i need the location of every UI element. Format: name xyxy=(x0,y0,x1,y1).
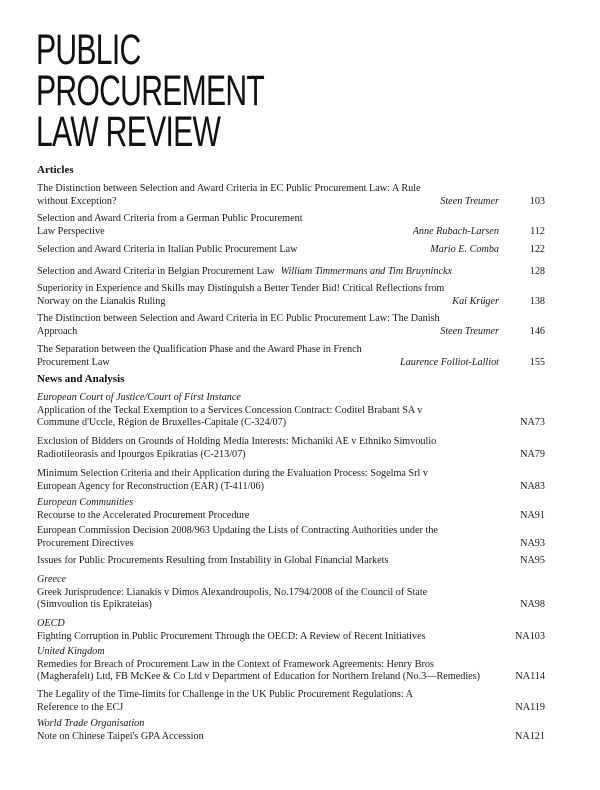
entry-title-line: The Distinction between Selection and Award Criteria in EC Public Procurement Law: The Danish xyxy=(37,313,440,324)
entry-body xyxy=(37,718,499,743)
news-entry xyxy=(37,392,545,430)
entry-body xyxy=(37,313,499,338)
article-entry xyxy=(37,344,545,369)
entry-title-line: Approach xyxy=(37,325,78,337)
entry-page-number: NA103 xyxy=(515,630,545,642)
entry-page-number: NA95 xyxy=(520,555,545,566)
news-entry xyxy=(37,574,545,612)
entry-title-line: The Legality of the Time-limits for Challenge in the UK Public Procurement Regulations: A xyxy=(37,689,414,700)
entry-author: Anne Rubach-Larsen xyxy=(412,225,499,237)
entry-title-line: Issues for Public Procurements Resulting from Instability in Global Financial Markets xyxy=(37,555,389,566)
article-entry xyxy=(37,244,545,257)
entry-author: Steen Treumer xyxy=(440,325,499,337)
article-entry xyxy=(37,283,545,308)
entry-page-number: NA79 xyxy=(520,448,545,460)
entry-author: Laurence Folliot-Lalliot xyxy=(400,356,499,368)
news-entry xyxy=(37,436,545,461)
entry-page-number: NA83 xyxy=(520,480,545,492)
entry-title-line: Remedies for Breach of Procurement Law in the Context of Framework Agreements: Henry Bros xyxy=(37,658,434,670)
articles-heading: Articles xyxy=(37,164,74,176)
entry-page-number: NA98 xyxy=(520,599,545,610)
entry-body xyxy=(37,574,499,612)
entry-page-number: 155 xyxy=(529,356,545,368)
news-entry xyxy=(37,689,545,714)
entry-page-number: NA119 xyxy=(515,701,545,713)
entry-body xyxy=(37,436,499,461)
section-label: Greece xyxy=(37,574,67,585)
news-entry xyxy=(37,718,545,743)
entry-title-line: Recourse to the Accelerated Procurement Procedure xyxy=(37,509,250,521)
entry-body xyxy=(37,266,499,279)
entry-page-number: NA91 xyxy=(520,509,545,521)
entry-page-number: NA93 xyxy=(520,537,545,549)
entry-page-number: NA73 xyxy=(520,417,545,428)
entry-title-line: Reference to the ECJ xyxy=(37,701,124,713)
entry-body xyxy=(37,244,499,257)
entry-title-line: Selection and Award Criteria in Belgian Procurement Law xyxy=(37,266,275,277)
entry-page-number: 128 xyxy=(529,266,545,277)
entry-title-row xyxy=(37,266,499,279)
news-entry xyxy=(37,618,545,643)
entry-author: Mario E. Comba xyxy=(430,244,499,255)
entry-body xyxy=(37,497,499,522)
entry-title-line: Procurement Directives xyxy=(37,537,134,549)
article-entry xyxy=(37,313,545,338)
entry-page-number: NA121 xyxy=(515,730,545,742)
section-label: United Kingdom xyxy=(37,646,105,657)
entry-title-line: Selection and Award Criteria in Italian Public Procurement Law xyxy=(37,244,298,255)
entry-body xyxy=(37,468,499,493)
entry-body xyxy=(37,213,499,238)
entry-page-number: 146 xyxy=(529,325,545,337)
entry-body xyxy=(37,344,499,369)
entry-title-line: Superiority in Experience and Skills may Distinguish a Better Tender Bid! Critical Reflections from xyxy=(37,283,445,294)
masthead-line-2: PROCUREMENT xyxy=(36,67,265,115)
entry-body xyxy=(37,183,499,208)
entry-body xyxy=(37,618,499,643)
entry-body xyxy=(37,689,499,714)
entry-title-line: Fighting Corruption in Public Procurement Through the OECD: A Review of Recent Initiatives xyxy=(37,630,426,642)
entry-title-line: Note on Chinese Taipei's GPA Accession xyxy=(37,730,204,742)
entry-title-line: without Exception? xyxy=(37,195,117,207)
entry-title-line: Greek Jurisprudence: Lianakis v Dimos Alexandroupolis, No.1794/2008 of the Council of State xyxy=(37,586,428,598)
entry-title-line: Selection and Award Criteria from a German Public Procurement xyxy=(37,213,303,224)
news-entry xyxy=(37,497,545,522)
journal-masthead xyxy=(36,26,265,156)
entry-title-line: (Simvoulion tis Epikrateias) xyxy=(37,599,152,610)
entry-body xyxy=(37,555,499,568)
section-label: World Trade Organisation xyxy=(37,718,145,729)
entry-page-number: 103 xyxy=(529,195,545,207)
section-label: European Court of Justice/Court of First Instance xyxy=(37,392,241,403)
section-label: European Communities xyxy=(37,497,134,508)
entry-title-line: Exclusion of Bidders on Grounds of Holding Media Interests: Michaniki AE v Ethniko Simvoulio xyxy=(37,436,437,447)
entry-page-number: 138 xyxy=(529,295,545,307)
entry-title-line: Norway on the Lianakis Ruling xyxy=(37,295,166,307)
entry-title-line: European Commission Decision 2008/963 Updating the Lists of Contracting Authorities under the xyxy=(37,525,438,536)
news-entry xyxy=(37,525,545,550)
entry-body xyxy=(37,283,499,308)
entry-title-line: (Magherafelt) Ltd, FB McKee & Co Ltd v Department of Education for Northern Ireland (No.3—Remedies) xyxy=(37,671,481,682)
article-entry xyxy=(37,183,545,208)
entry-title-line: European Agency for Reconstruction (EAR) (T-411/06) xyxy=(37,480,264,492)
article-entry xyxy=(37,266,545,279)
news-entry xyxy=(37,468,545,493)
entry-title-line: Law Perspective xyxy=(37,225,105,237)
entry-author: Steen Treumer xyxy=(440,195,499,207)
entry-page-number: 122 xyxy=(529,244,545,255)
masthead-line-1: PUBLIC xyxy=(36,26,141,74)
entry-title-line: Minimum Selection Criteria and their Application during the Evaluation Process: Sogelma Srl v xyxy=(37,468,429,479)
entry-page-number: NA114 xyxy=(515,671,545,682)
entry-title-line: Radiotileorasis and Ipourgos Epikratias (C-213/07) xyxy=(37,448,246,460)
entry-body xyxy=(37,646,499,684)
entry-title-line: Procurement Law xyxy=(37,356,110,368)
entry-title-line: The Separation between the Qualification Phase and the Award Phase in French xyxy=(37,344,362,355)
entry-body xyxy=(37,392,499,430)
entry-title-line: The Distinction between Selection and Award Criteria in EC Public Procurement Law: A Rule xyxy=(37,183,421,194)
news-entry xyxy=(37,646,545,684)
entry-page-number: 112 xyxy=(530,225,545,237)
news-heading: News and Analysis xyxy=(37,373,125,385)
entry-body xyxy=(37,525,499,550)
article-entry xyxy=(37,213,545,238)
section-label: OECD xyxy=(37,618,65,629)
entry-title-line: Commune d'Uccle, Région de Bruxelles-Capitale (C-324/07) xyxy=(37,417,287,428)
news-entry xyxy=(37,555,545,568)
entry-author: Kai Krüger xyxy=(452,295,499,307)
entry-title-line: Application of the Teckal Exemption to a Services Concession Contract: Coditel Brabant SA v xyxy=(37,404,423,416)
entry-author: William Timmermans and Tim Bruyninckx xyxy=(280,266,453,277)
masthead-line-3: LAW REVIEW xyxy=(36,108,221,156)
